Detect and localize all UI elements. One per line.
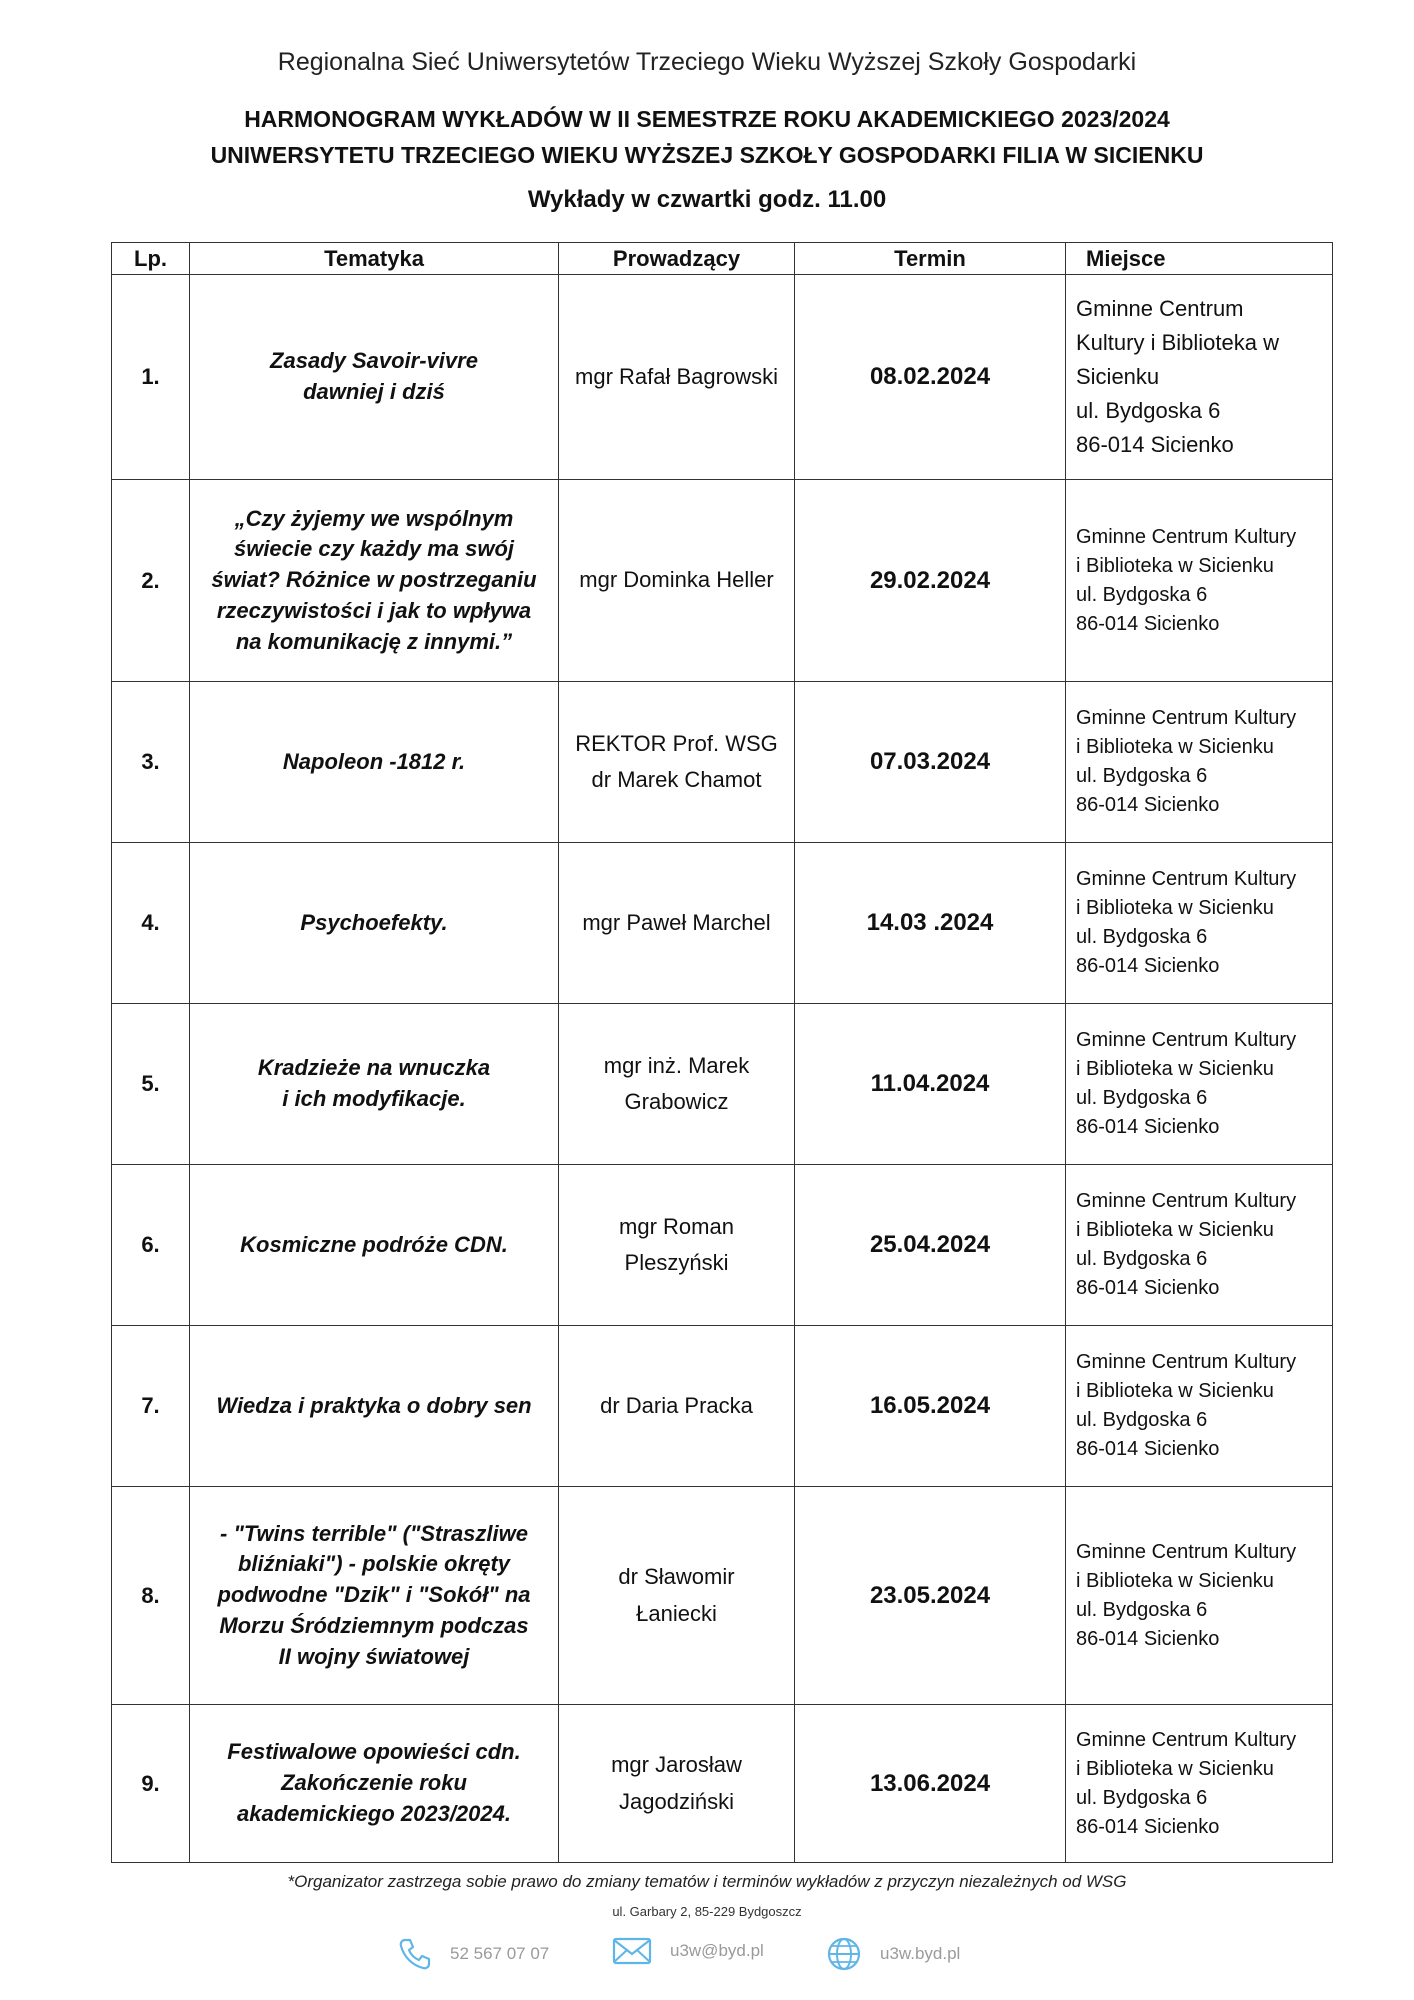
lecturer-line: Grabowicz [624, 1089, 729, 1114]
lecturer-line: mgr Jarosław [611, 1752, 742, 1778]
place-line: ul. Bydgoska 6 [1076, 1248, 1208, 1270]
lecturer [559, 1705, 795, 1863]
globe-icon [826, 1936, 862, 1972]
topic-line: na komunikację z innymi.” [235, 628, 513, 654]
table-row [112, 1004, 1333, 1165]
lecture-date: 08.02.2024 [795, 275, 1066, 480]
place-line: i Biblioteka w Sicienku [1076, 1757, 1274, 1780]
place-line: ul. Bydgoska 6 [1076, 1409, 1208, 1431]
schedule-body [112, 275, 1333, 1863]
lecturer [559, 275, 795, 480]
column-header-lp: Lp. [112, 243, 190, 275]
column-header-miejsce: Miejsce [1066, 243, 1333, 275]
lecturer-line: Jagodziński [619, 1788, 734, 1814]
topic-line: II wojny światowej [278, 1643, 470, 1669]
lecture-place [1066, 1326, 1333, 1487]
topic-line: „Czy żyjemy we wspólnym [234, 505, 514, 531]
lecture-place [1066, 480, 1333, 682]
lecture-date: 13.06.2024 [795, 1705, 1066, 1863]
place-line: Gminne Centrum Kultury [1076, 1540, 1297, 1563]
topic-line: bliźniaki") - polskie okręty [237, 1551, 511, 1577]
topic-line: Zakończenie roku [281, 1770, 467, 1796]
topic-line: - "Twins terrible" ("Straszliwe [220, 1520, 528, 1546]
lecture-schedule-table [111, 242, 1333, 1863]
topic-line: Wiedza i praktyka o dobry sen [216, 1392, 532, 1418]
place-line: i Biblioteka w Sicienku [1076, 897, 1274, 919]
place-line: ul. Bydgoska 6 [1076, 1786, 1208, 1809]
place-line: ul. Bydgoska 6 [1076, 1598, 1208, 1621]
place-line: ul. Bydgoska 6 [1076, 765, 1208, 787]
address: ul. Garbary 2, 85-229 Bydgoszcz [612, 1904, 802, 1919]
lecturer [559, 1004, 795, 1165]
lecturer [559, 1165, 795, 1326]
place-line: i Biblioteka w Sicienku [1076, 736, 1274, 758]
table-row [112, 843, 1333, 1004]
table-row [112, 480, 1333, 682]
lecturer-line: mgr Paweł Marchel [582, 909, 771, 935]
email-address: u3w@byd.pl [670, 1941, 764, 1960]
topic-line: akademickiego 2023/2024. [237, 1800, 511, 1826]
lecturer-line: mgr Rafał Bagrowski [575, 363, 778, 389]
lecture-topic [190, 1004, 559, 1165]
topic-line: Napoleon -1812 r. [282, 748, 466, 774]
phone-contact [396, 1936, 549, 1972]
lecture-date: 29.02.2024 [795, 480, 1066, 682]
envelope-icon [612, 1936, 652, 1966]
lecturer [559, 1326, 795, 1487]
lecture-date: 25.04.2024 [795, 1165, 1066, 1326]
place-line: 86-014 Sicienko [1076, 1815, 1220, 1838]
lecturer [559, 843, 795, 1004]
lecture-topic [190, 1326, 559, 1487]
place-line: 86-014 Sicienko [1076, 1277, 1220, 1299]
topic-line: świat? Różnice w postrzeganiu [211, 567, 537, 593]
lecture-date: 14.03 .2024 [795, 843, 1066, 1004]
lecturer [559, 480, 795, 682]
place-line: Gminne Centrum Kultury [1076, 868, 1297, 890]
place-line: Sicienku [1076, 363, 1160, 389]
website-address: u3w.byd.pl [880, 1944, 961, 1963]
lecturer-line: mgr inż. Marek [603, 1052, 750, 1078]
lecturer [559, 1487, 795, 1705]
document-title-line-1: HARMONOGRAM WYKŁADÓW W II SEMESTRZE ROKU AKADEMICKIEGO 2023/2024 [244, 106, 1170, 132]
lecture-topic [190, 1165, 559, 1326]
place-line: Gminne Centrum Kultury [1076, 525, 1297, 548]
row-number: 9. [112, 1705, 190, 1863]
topic-line: Kosmiczne podróże CDN. [240, 1231, 508, 1257]
lecture-date: 23.05.2024 [795, 1487, 1066, 1705]
phone-icon [396, 1936, 432, 1972]
place-line: ul. Bydgoska 6 [1076, 583, 1208, 606]
phone-number: 52 567 07 07 [450, 1944, 550, 1963]
row-number: 7. [112, 1326, 190, 1487]
table-row [112, 1487, 1333, 1705]
table-header-row [112, 243, 1333, 275]
place-line: ul. Bydgoska 6 [1076, 926, 1208, 948]
table-row [112, 1705, 1333, 1863]
place-line: 86-014 Sicienko [1076, 1116, 1220, 1138]
lecture-place [1066, 275, 1333, 480]
topic-line: dawniej i dziś [303, 379, 445, 404]
lecture-date: 11.04.2024 [795, 1004, 1066, 1165]
lecture-topic [190, 480, 559, 682]
lecture-date: 16.05.2024 [795, 1326, 1066, 1487]
lecturer-line: dr Sławomir [618, 1564, 735, 1590]
column-header-tematyka: Tematyka [190, 243, 559, 275]
place-line: Gminne Centrum Kultury [1076, 707, 1297, 729]
topic-line: Festiwalowe opowieści cdn. [227, 1739, 521, 1765]
row-number: 8. [112, 1487, 190, 1705]
place-line: i Biblioteka w Sicienku [1076, 1380, 1274, 1402]
topic-line: Zasady Savoir-vivre [270, 348, 478, 374]
topic-line: rzeczywistości i jak to wpływa [216, 597, 532, 623]
lecture-topic [190, 682, 559, 843]
lecture-topic [190, 1705, 559, 1863]
place-line: i Biblioteka w Sicienku [1076, 1219, 1274, 1241]
lecture-topic [190, 843, 559, 1004]
lecturer-line: Pleszyński [624, 1250, 729, 1275]
place-line: ul. Bydgoska 6 [1076, 398, 1221, 424]
lecture-topic [190, 1487, 559, 1705]
place-line: 86-014 Sicienko [1076, 1627, 1220, 1650]
row-number: 3. [112, 682, 190, 843]
row-number: 6. [112, 1165, 190, 1326]
row-number: 5. [112, 1004, 190, 1165]
table-row [112, 682, 1333, 843]
topic-line: i ich modyfikacje. [282, 1086, 466, 1111]
place-line: Kultury i Biblioteka w [1076, 329, 1279, 355]
topic-line: Psychoefekty. [300, 909, 448, 935]
lecturer-line: dr Daria Pracka [600, 1392, 753, 1418]
lecture-place [1066, 1004, 1333, 1165]
place-line: ul. Bydgoska 6 [1076, 1087, 1208, 1109]
place-line: Gminne Centrum Kultury [1076, 1190, 1297, 1212]
lecturer-line: mgr Roman [619, 1213, 734, 1239]
place-line: 86-014 Sicienko [1076, 955, 1220, 977]
lecturer [559, 682, 795, 843]
table-row [112, 1165, 1333, 1326]
place-line: Gminne Centrum Kultury [1076, 1351, 1297, 1373]
document-title-line-2: UNIWERSYTETU TRZECIEGO WIEKU WYŻSZEJ SZKOŁY GOSPODARKI FILIA W SICIENKU [210, 142, 1204, 168]
place-line: 86-014 Sicienko [1076, 794, 1220, 816]
topic-line: podwodne "Dzik" i "Sokół" na [217, 1582, 531, 1608]
row-number: 1. [112, 275, 190, 480]
place-line: i Biblioteka w Sicienku [1076, 1569, 1274, 1592]
lecturer-line: dr Marek Chamot [591, 767, 762, 792]
lecture-place [1066, 1487, 1333, 1705]
place-line: Gminne Centrum Kultury [1076, 1728, 1297, 1751]
organization-name: Regionalna Sieć Uniwersytetów Trzeciego Wieku Wyższej Szkoły Gospodarki [277, 48, 1137, 76]
place-line: Gminne Centrum [1076, 295, 1244, 321]
lecturer-line: mgr Dominka Heller [579, 567, 774, 593]
place-line: i Biblioteka w Sicienku [1076, 1058, 1274, 1080]
place-line: 86-014 Sicienko [1076, 432, 1234, 458]
website-contact [826, 1936, 960, 1972]
lecture-date: 07.03.2024 [795, 682, 1066, 843]
place-line: 86-014 Sicienko [1076, 612, 1220, 635]
topic-line: świecie czy każdy ma swój [233, 536, 515, 562]
email-contact [612, 1936, 764, 1966]
lecture-place [1066, 682, 1333, 843]
lecture-topic [190, 275, 559, 480]
lecturer-line: REKTOR Prof. WSG [575, 730, 778, 756]
table-row [112, 275, 1333, 480]
row-number: 4. [112, 843, 190, 1004]
row-number: 2. [112, 480, 190, 682]
disclaimer-note: *Organizator zastrzega sobie prawo do zmiany tematów i terminów wykładów z przyczyn niezależnych od WSG [287, 1872, 1127, 1891]
topic-line: Kradzieże na wnuczka [257, 1055, 491, 1081]
place-line: 86-014 Sicienko [1076, 1438, 1220, 1460]
table-row [112, 1326, 1333, 1487]
column-header-prowadzacy: Prowadzący [559, 243, 795, 275]
column-header-termin: Termin [795, 243, 1066, 275]
lecturer-line: Łaniecki [636, 1600, 717, 1626]
lecture-place [1066, 1165, 1333, 1326]
place-line: Gminne Centrum Kultury [1076, 1029, 1297, 1051]
topic-line: Morzu Śródziemnym podczas [219, 1612, 529, 1638]
lecture-place [1066, 843, 1333, 1004]
lecture-time-subtitle: Wykłady w czwartki godz. 11.00 [527, 186, 887, 213]
lecture-place [1066, 1705, 1333, 1863]
place-line: i Biblioteka w Sicienku [1076, 554, 1274, 577]
